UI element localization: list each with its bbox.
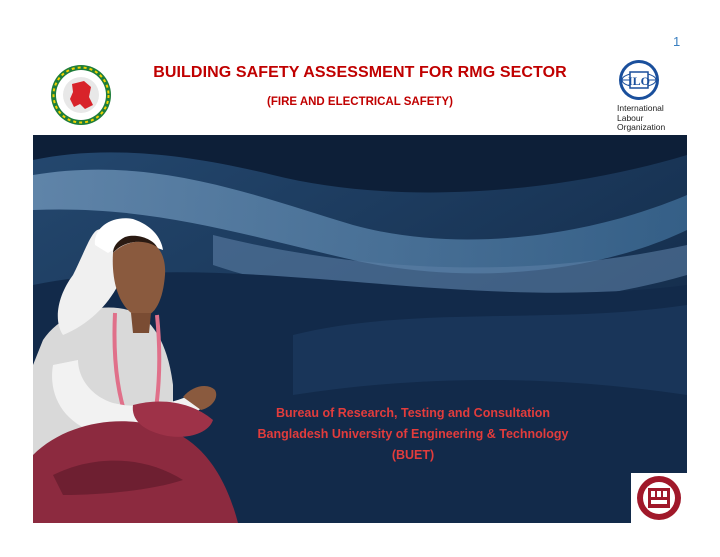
ilo-emblem-icon — [617, 58, 665, 102]
garment-worker-photo — [33, 135, 263, 523]
document-title: BUILDING SAFETY ASSESSMENT FOR RMG SECTOR — [153, 64, 567, 81]
buet-logo — [631, 473, 687, 523]
svg-text:ILO: ILO — [627, 74, 651, 88]
ilo-name-line1: International — [617, 103, 664, 113]
institution-university: Bangladesh University of Engineering & Technology — [257, 427, 569, 441]
ilo-name-line3: Organization — [617, 122, 666, 132]
institution-acronym: (BUET) — [391, 448, 435, 462]
cover-banner — [33, 135, 687, 523]
document-subtitle: (FIRE AND ELECTRICAL SAFETY) — [267, 96, 453, 108]
slide-number: 1 — [673, 34, 681, 49]
institution-block — [233, 403, 593, 466]
ilo-logo — [617, 58, 677, 133]
institution-bureau: Bureau of Research, Testing and Consultation — [275, 406, 551, 420]
ilo-name-line2: Labour — [617, 112, 644, 123]
bangladesh-government-seal — [50, 64, 112, 126]
